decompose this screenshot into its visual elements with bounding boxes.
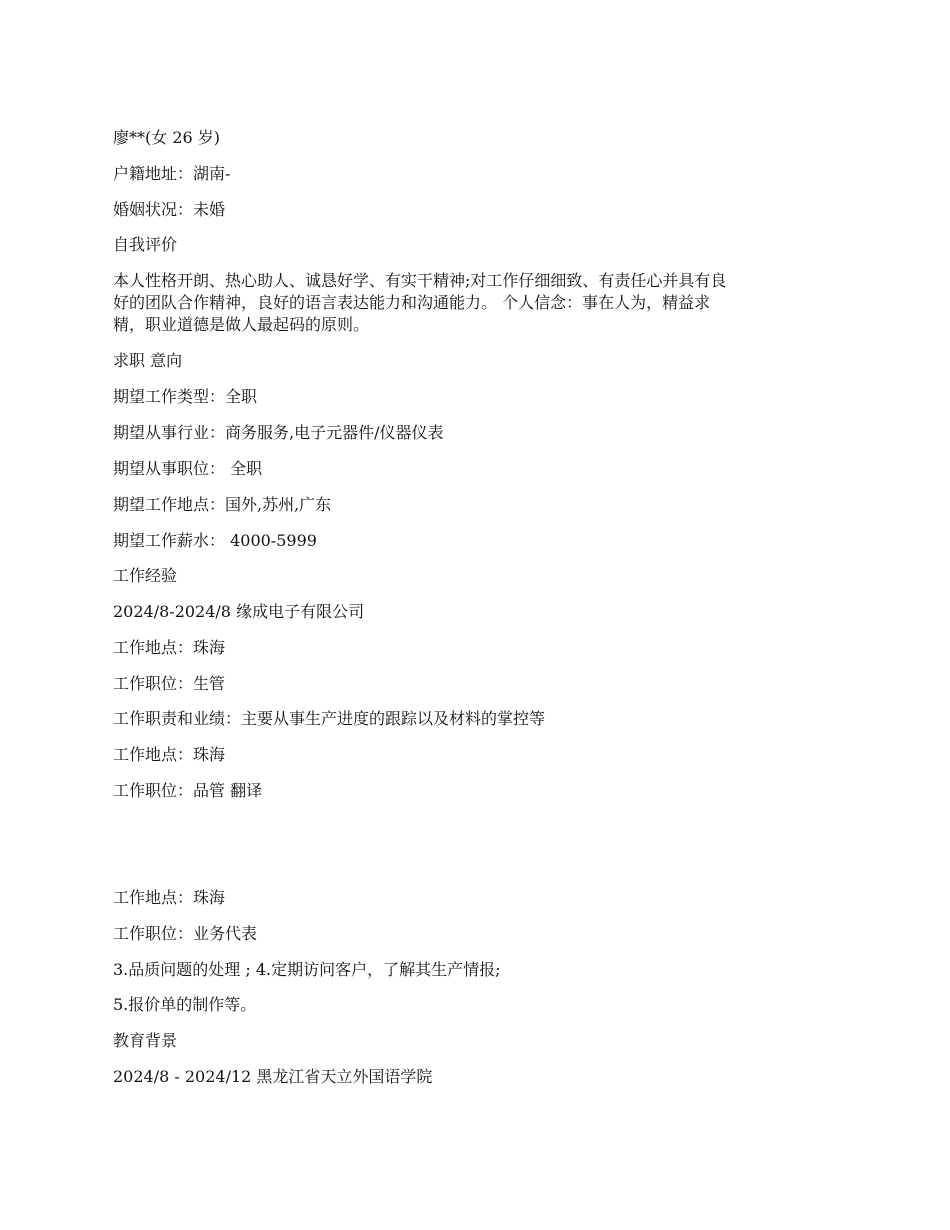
self-eval-line-1: 本人性格开朗、热心助人、诚恳好学、有实干精神;对工作仔细细致、有责任心并具有良 — [113, 271, 727, 290]
intent-industry: 期望从事行业：商务服务,电子元器件/仪器仪表 — [113, 423, 444, 442]
exp3-location: 工作地点：珠海 — [113, 888, 226, 907]
education-heading: 教育背景 — [113, 1031, 178, 1050]
education-entry: 2024/8 - 2024/12 黑龙江省天立外国语学院 — [113, 1067, 433, 1086]
exp1-location: 工作地点：珠海 — [113, 638, 226, 657]
exp3-duty-b: 5.报价单的制作等。 — [113, 995, 257, 1014]
exp3-duty-a: 3.品质问题的处理 ; 4.定期访问客户，了解其生产情报; — [113, 960, 501, 979]
exp1-duties: 工作职责和业绩：主要从事生产进度的跟踪以及材料的掌控等 — [113, 709, 546, 728]
self-eval-line-3: 精，职业道德是做人最起码的原则。 — [113, 315, 370, 334]
exp3-position: 工作职位：业务代表 — [113, 924, 258, 943]
marital-line: 婚姻状况：未婚 — [113, 200, 226, 219]
exp2-position: 工作职位：品管 翻译 — [113, 781, 263, 800]
intent-salary: 期望工作薪水： 4000-5999 — [113, 531, 317, 550]
intent-location: 期望工作地点：国外,苏州,广东 — [113, 495, 332, 514]
intent-type: 期望工作类型：全职 — [113, 387, 258, 406]
self-eval-line-2: 好的团队合作精神，良好的语言表达能力和沟通能力。 个人信念：事在人为，精益求 — [113, 293, 711, 312]
intent-position: 期望从事职位： 全职 — [113, 459, 263, 478]
experience-heading: 工作经验 — [113, 566, 178, 585]
self-eval-heading: 自我评价 — [113, 235, 178, 254]
name-line: 廖**(女 26 岁) — [113, 128, 221, 147]
exp1-period-company: 2024/8-2024/8 缘成电子有限公司 — [113, 602, 365, 621]
exp2-location: 工作地点：珠海 — [113, 745, 226, 764]
hukou-line: 户籍地址：湖南- — [113, 164, 231, 183]
exp1-position: 工作职位：生管 — [113, 674, 226, 693]
intent-heading: 求职 意向 — [113, 351, 183, 370]
